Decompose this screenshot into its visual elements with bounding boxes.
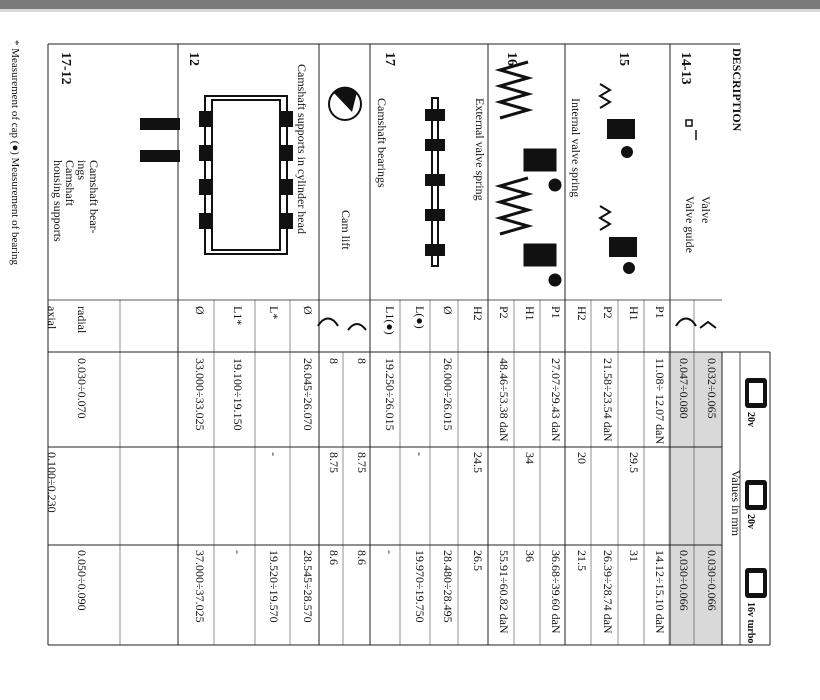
values-in-mm-header: Values in mm [729, 470, 743, 536]
external-spring-drawing-p1 [500, 62, 560, 190]
row-value-1995: 8.6 [355, 550, 369, 565]
section-label-external-spring: External valve spring [473, 98, 487, 201]
camshaft-drawing [426, 98, 444, 266]
row-value-1998: 8 [355, 358, 369, 364]
section-label-bearings-2: ings [75, 160, 89, 181]
row-value-1995: 19.970÷19.750 [413, 550, 427, 623]
section-label-supports: Camshaft supports in cylinder head [295, 64, 309, 234]
row-value-1998: 27.07÷29.43 daN [549, 358, 563, 442]
row-symbol: H2 [471, 306, 485, 321]
row-value-1995: 36.68÷39.60 daN [549, 550, 563, 634]
row-value-1998: 33.000÷33.025 [193, 358, 207, 431]
section-label-camshaft-bearings: Camshaft bearings [375, 98, 389, 188]
description-header: DESCRIPTION [730, 48, 744, 132]
engine-sub-0: 20v [745, 412, 756, 427]
row-symbol: P1 [653, 306, 667, 319]
row-value-1995: 26.39÷28.74 daN [601, 550, 615, 634]
row-value-1998: 21.58÷23.54 daN [601, 358, 615, 442]
section-number-16: 16 [504, 52, 519, 66]
measure-symbol-icon [318, 319, 716, 331]
row-value-2446: - [413, 452, 427, 456]
row-symbol: radial [75, 306, 89, 334]
engine-icon-2446 [745, 480, 767, 510]
row-value-1995: 0.030÷0.066 [677, 550, 691, 611]
engine-sub-2: 16v turbo [745, 602, 756, 644]
section-number-12: 12 [186, 52, 201, 66]
row-symbol: L* [267, 306, 281, 320]
row-symbol: L(●) [413, 306, 427, 329]
row-value-2446: - [267, 452, 281, 456]
external-spring-drawing-p2 [500, 178, 560, 285]
engine-icon-1998 [745, 378, 767, 408]
row-value-2446: 8.75 [355, 452, 369, 473]
section-label-housing-2: housing supports [51, 160, 65, 242]
row-symbol: P2 [601, 306, 615, 319]
engine-icon-1995 [745, 568, 767, 598]
row-symbol: Ø [193, 306, 207, 315]
section-label-cam-lift: Cam lift [339, 210, 353, 250]
row-value-1995: 8.6 [327, 550, 341, 565]
row-symbol: Ø [441, 306, 455, 315]
row-value-1998: 0.032÷0.065 [705, 358, 719, 419]
row-value-1995: 0.050÷0.090 [75, 550, 89, 611]
section-number-17: 17 [382, 52, 397, 66]
row-value-1995: 28.480÷28.495 [441, 550, 455, 623]
row-value-1995: 28.545÷28.570 [301, 550, 315, 623]
row-value-1995: 0.030÷0.066 [705, 550, 719, 611]
row-value-2446: 34 [523, 452, 537, 464]
section-label-internal-spring: Internal valve spring [569, 98, 583, 198]
row-value-1998: 48.46÷53.38 daN [497, 358, 511, 442]
row-value-1995: 14.12÷15.10 daN [653, 550, 667, 634]
row-value-2446: 8.75 [327, 452, 341, 473]
row-symbol: L1* [231, 306, 245, 326]
row-value-1998: 19.100÷19.150 [231, 358, 245, 431]
section-label-valve: Valve [699, 196, 713, 224]
camshaft-bearing-drawing [140, 118, 180, 162]
row-value-1995: 31 [627, 550, 641, 562]
row-value-2446: 0.100÷0.230 [45, 452, 59, 513]
cam-lift-drawing [329, 87, 361, 120]
section-label-housing-1: Camshaft [63, 160, 77, 206]
row-symbol: P2 [497, 306, 511, 319]
row-value-2446: 24.5 [471, 452, 485, 473]
row-symbol: Ø [301, 306, 315, 315]
row-value-1998: 26.045÷26.070 [301, 358, 315, 431]
row-value-1998: 8 [327, 358, 341, 364]
section-number-15: 15 [616, 52, 631, 66]
row-symbol: H1 [627, 306, 641, 321]
row-value-1998: 19.250÷26.015 [383, 358, 397, 431]
footnote: * Measurement of cap (●) Measurement of bearing [9, 40, 21, 266]
row-symbol: axial [45, 306, 59, 330]
row-value-1995: 19.520÷19.570 [267, 550, 281, 623]
internal-spring-drawing-p1 [600, 84, 634, 157]
valve-guide-icon [686, 120, 696, 140]
row-value-1998: 0.030÷0.070 [75, 358, 89, 419]
row-symbol: P1 [549, 306, 563, 319]
row-value-1995: 55.91÷60.82 daN [497, 550, 511, 634]
rotated-text-layer [9, 40, 766, 643]
row-value-2446: 20 [575, 452, 589, 464]
row-value-1995: 21.5 [575, 550, 589, 571]
section-number-14-13: 14-13 [678, 52, 693, 85]
row-value-1998: 26.000÷26.015 [441, 358, 455, 431]
row-value-1995: - [231, 550, 245, 554]
document-content [9, 40, 770, 645]
row-symbol: H1 [523, 306, 537, 321]
row-value-1995: 26.5 [471, 550, 485, 571]
row-symbol: L1(●) [383, 306, 397, 335]
row-value-1995: - [383, 550, 397, 554]
engine-sub-1: 20v [745, 514, 756, 529]
section-label-bearings-1: Camshaft bear- [87, 160, 101, 234]
row-symbol: H2 [575, 306, 589, 321]
row-value-2446: 29.5 [627, 452, 641, 473]
section-label-valve-guide: Valve guide [683, 196, 697, 253]
cylinder-head-supports-drawing [200, 96, 292, 254]
row-value-1998: 0.047÷0.080 [677, 358, 691, 419]
row-value-1995: 37.000÷37.025 [193, 550, 207, 623]
row-value-1998: 11.08÷ 12.07 daN [653, 358, 667, 445]
row-value-1995: 36 [523, 550, 537, 562]
internal-spring-drawing-p2 [600, 206, 636, 273]
section-number-17-12: 17-12 [58, 52, 73, 85]
